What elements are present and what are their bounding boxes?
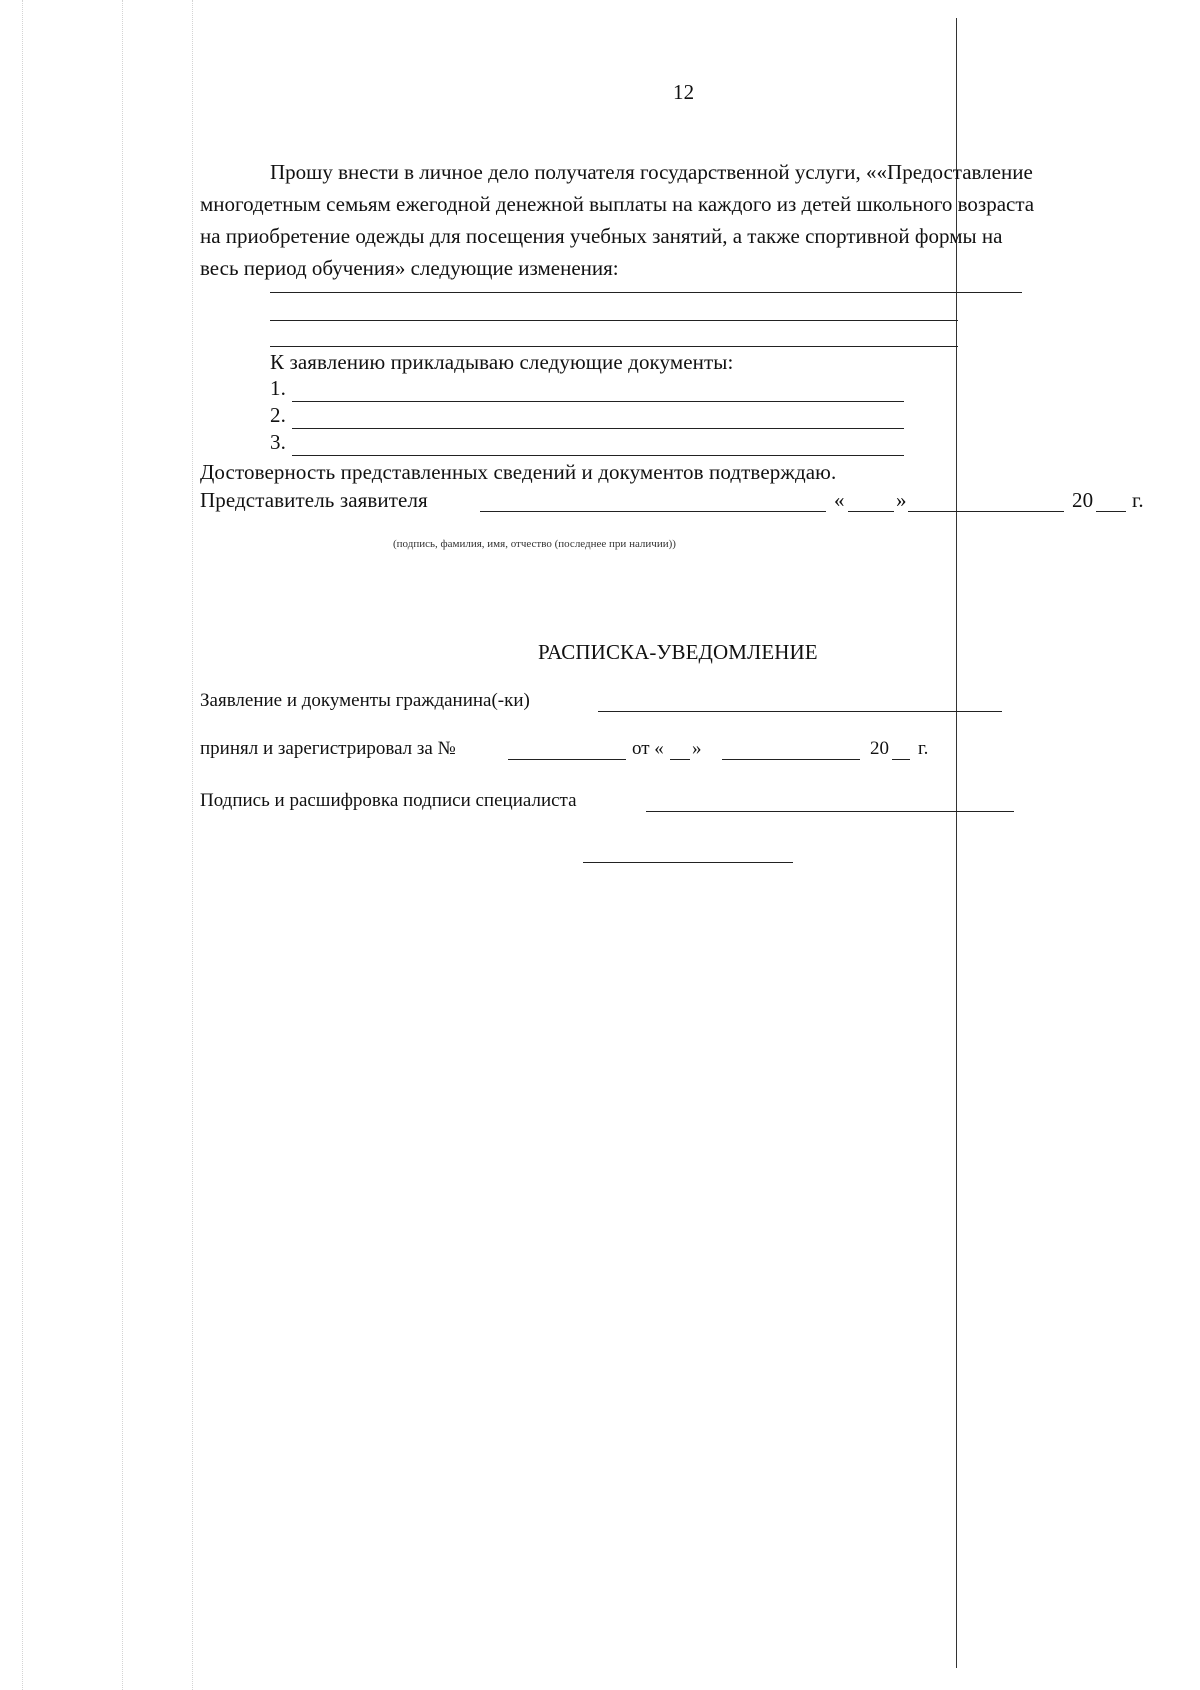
request-paragraph-line: на приобретение одежды для посещения учебных занятий, а также спортивной формы на	[200, 224, 1003, 248]
year-prefix: 20	[1072, 488, 1094, 512]
signature-caption: (подпись, фамилия, имя, отчество (последнее при наличии))	[393, 538, 676, 550]
attachment-blank-line[interactable]	[292, 455, 904, 456]
scan-artifact-line	[122, 0, 123, 1690]
attachment-number: 1.	[270, 376, 286, 400]
changes-blank-line[interactable]	[270, 346, 958, 347]
registered-from-label: от «	[632, 738, 664, 759]
attachments-intro: К заявлению прикладываю следующие документы:	[270, 350, 734, 374]
receipt-title: РАСПИСКА-УВЕДОМЛЕНИЕ	[538, 640, 818, 664]
page-number: 12	[673, 80, 695, 104]
attachment-blank-line[interactable]	[292, 401, 904, 402]
year-blank-line[interactable]	[1096, 511, 1126, 512]
representative-label: Представитель заявителя	[200, 488, 428, 512]
attachment-number: 2.	[270, 403, 286, 427]
request-paragraph-line: многодетным семьям ежегодной денежной выплаты на каждого из детей школьного возраста	[200, 192, 1035, 216]
citizen-name-line[interactable]	[598, 711, 1002, 712]
specialist-signature-line[interactable]	[646, 811, 1014, 812]
receipt-documents-label: Заявление и документы гражданина(-ки)	[200, 690, 530, 711]
registration-number-line[interactable]	[508, 759, 626, 760]
date-day-line[interactable]	[848, 511, 894, 512]
specialist-signature-label: Подпись и расшифровка подписи специалиста	[200, 790, 577, 811]
registered-day-line[interactable]	[670, 759, 690, 760]
date-month-line[interactable]	[908, 511, 1064, 512]
scan-artifact-line	[22, 0, 23, 1690]
request-paragraph-line: весь период обучения» следующие изменения:	[200, 256, 619, 280]
request-paragraph	[200, 156, 1180, 284]
closing-separator-line	[583, 862, 793, 863]
attachment-number: 3.	[270, 430, 286, 454]
registered-month-line[interactable]	[722, 759, 860, 760]
scan-artifact-line	[192, 0, 193, 1690]
registered-label: принял и зарегистрировал за №	[200, 738, 456, 759]
registered-year-prefix: 20	[870, 738, 889, 759]
registered-year-line[interactable]	[892, 759, 910, 760]
year-suffix: г.	[1132, 488, 1144, 512]
request-paragraph-line: Прошу внести в личное дело получателя государственной услуги, ««Предоставление	[270, 160, 1033, 184]
date-close-quote: »	[896, 488, 907, 512]
registered-from-close: »	[692, 738, 702, 759]
confirmation-text: Достоверность представленных сведений и документов подтверждаю.	[200, 460, 837, 484]
date-open-quote: «	[834, 488, 845, 512]
changes-blank-line[interactable]	[270, 320, 958, 321]
representative-signature-line[interactable]	[480, 511, 826, 512]
attachment-blank-line[interactable]	[292, 428, 904, 429]
changes-blank-line[interactable]	[270, 292, 1022, 293]
registered-year-suffix: г.	[918, 738, 929, 759]
